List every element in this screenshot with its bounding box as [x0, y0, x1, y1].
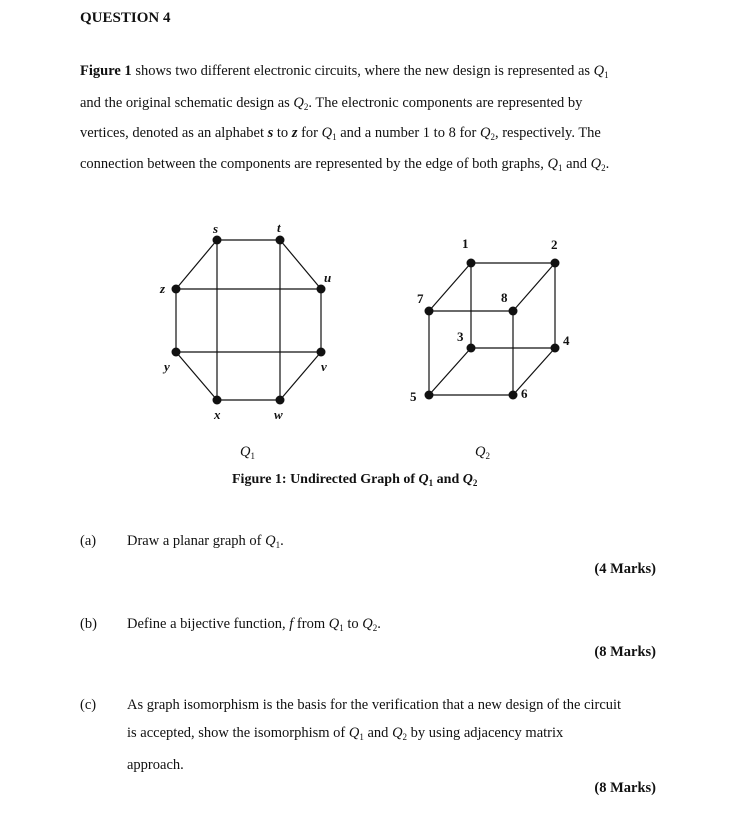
graph-q2: [429, 263, 555, 395]
label-3: 3: [457, 329, 464, 344]
edge-x-y: [176, 352, 217, 400]
label-5: 5: [410, 389, 417, 404]
vertex-s: [213, 236, 222, 245]
edge-t-u: [280, 240, 321, 289]
vertex-8: [509, 307, 518, 316]
part-a-text: Draw a planar graph of $Q_1$.: [127, 533, 284, 550]
edge-z-s: [176, 240, 217, 289]
part-a-label: (a): [80, 533, 97, 549]
part-b-text: Define a bijective function, f from $Q_1$ to $Q_2$.: [127, 616, 381, 633]
label-y: y: [164, 359, 170, 374]
label-t: t: [277, 220, 281, 235]
vertex-y: [172, 348, 181, 357]
vertex-t: [276, 236, 285, 245]
intro-line-4: connection between the components are represented by the edge of both graphs, $Q_1$ and $Q_2$.: [80, 156, 610, 173]
vertex-u: [317, 285, 326, 294]
label-w: w: [274, 407, 283, 422]
vertex-v: [317, 348, 326, 357]
part-b-marks: (8 Marks): [594, 644, 656, 660]
vertex-5: [425, 391, 434, 400]
part-c-line-2: is accepted, show the isomorphism of $Q_1$ and $Q_2$ by using adjacency matrix: [127, 725, 564, 742]
label-x: x: [214, 407, 221, 422]
edge-2-8: [513, 263, 555, 311]
intro-line-3: vertices, denoted as an alphabet s to z for $Q_1$ and a number 1 to 8 for $Q_2$, respectively. The: [80, 125, 601, 142]
label-4: 4: [563, 333, 570, 348]
part-c-marks: (8 Marks): [594, 780, 656, 796]
graph-q1-vertices: [172, 236, 326, 405]
graph-q1-labels: [159, 220, 331, 422]
vertex-6: [509, 391, 518, 400]
part-a-marks: (4 Marks): [594, 561, 656, 577]
vertex-w: [276, 396, 285, 405]
label-6: 6: [521, 386, 528, 401]
label-s: s: [213, 221, 219, 236]
q1-graph-label: $Q_1$: [240, 444, 255, 461]
vertex-1: [467, 259, 476, 268]
label-1: 1: [462, 236, 469, 251]
vertex-2: [551, 259, 560, 268]
vertex-4: [551, 344, 560, 353]
question-title: QUESTION 4: [80, 10, 171, 26]
edge-3-5: [429, 348, 471, 395]
edge-v-w: [280, 352, 321, 400]
part-c-label: (c): [80, 697, 97, 713]
edge-1-7: [429, 263, 471, 311]
vertex-z: [172, 285, 181, 294]
vertex-3: [467, 344, 476, 353]
figure-caption: Figure 1: Undirected Graph of $Q_1$ and $Q_2$: [232, 472, 478, 488]
part-b-label: (b): [80, 616, 97, 632]
vertex-7: [425, 307, 434, 316]
label-2: 2: [551, 237, 558, 252]
edge-4-6: [513, 348, 555, 395]
intro-line-2: and the original schematic design as $Q_2$. The electronic components are represented by: [80, 95, 583, 112]
part-c-line-1: As graph isomorphism is the basis for the verification that a new design of the circuit: [127, 697, 622, 713]
label-z: z: [160, 281, 166, 296]
graph-q2-labels: [410, 236, 570, 404]
q2-graph-label: $Q_2$: [475, 444, 490, 461]
vertex-x: [213, 396, 222, 405]
figure-ref: Figure 1: [80, 63, 132, 79]
label-v: v: [321, 359, 327, 374]
label-8: 8: [501, 290, 508, 305]
graph-q1: [176, 240, 321, 400]
intro-line-1: Figure 1 shows two different electronic circuits, where the new design is represented as $Q_1$: [80, 63, 609, 80]
label-7: 7: [417, 291, 424, 306]
graph-q2-vertices: [425, 259, 560, 400]
part-c-line-3: approach.: [127, 757, 184, 773]
label-u: u: [324, 270, 332, 285]
